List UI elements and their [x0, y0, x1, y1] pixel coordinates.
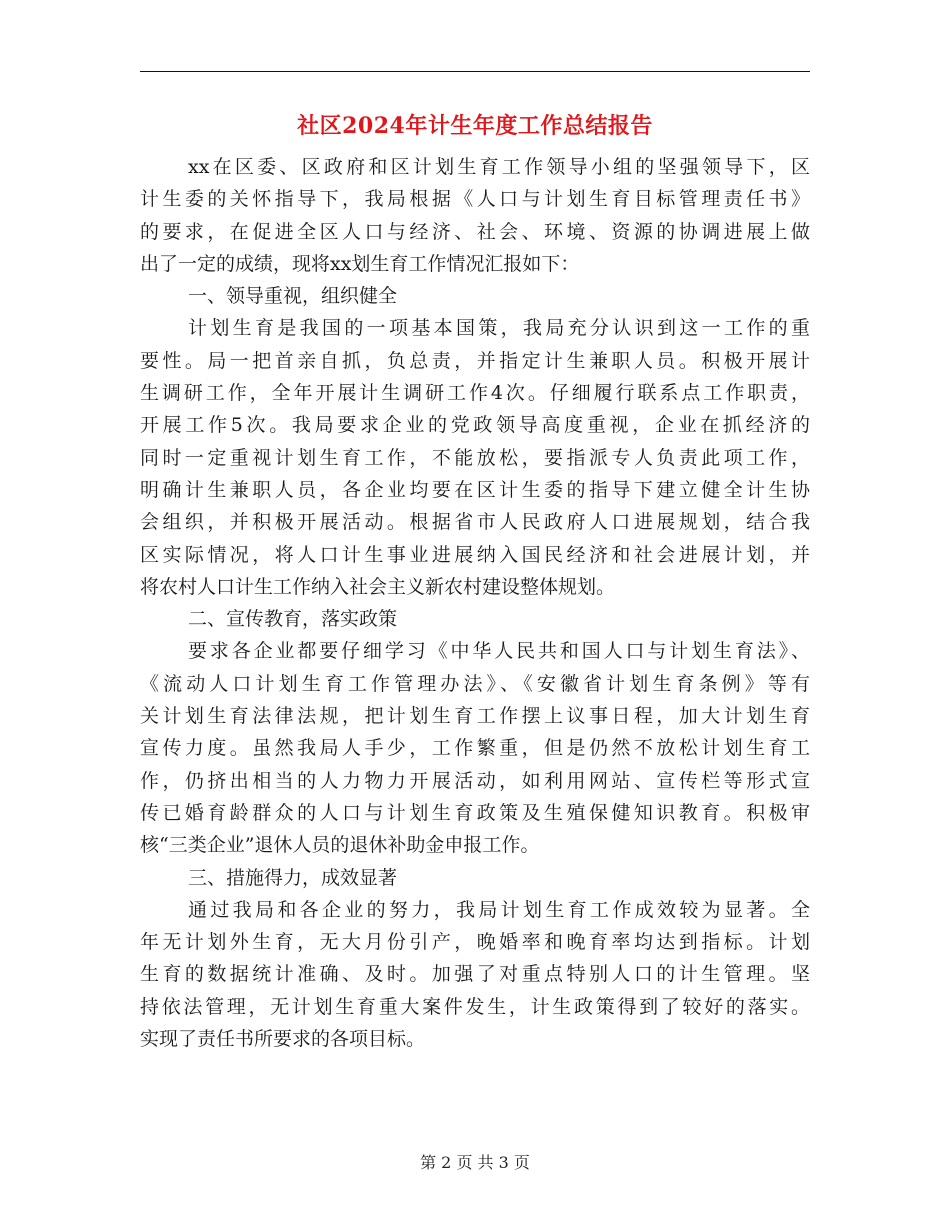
body-line: 实现了责任书所要求的各项目标。	[140, 1028, 426, 1051]
body-line: 开展工作5次。我局要求企业的党政领导高度重视，企业在抓经济的	[140, 414, 810, 437]
body-line: 要求各企业都要仔细学习《中华人民共和国人口与计划生育法》、	[188, 640, 810, 663]
body-line: 出了一定的成绩，现将xx划生育工作情况汇报如下：	[140, 252, 580, 275]
body-line: 计生委的关怀指导下，我局根据《人口与计划生育目标管理责任书》	[140, 188, 810, 211]
body-line: 计划生育是我国的一项基本国策，我局充分认识到这一工作的重	[188, 317, 810, 340]
body-line: xx在区委、区政府和区计划生育工作领导小组的坚强领导下，区	[188, 156, 810, 178]
body-line: 生调研工作，全年开展计生调研工作4次。仔细履行联系点工作职责，	[140, 382, 810, 405]
body-line: 持依法管理，无计划生育重大案件发生，计生政策得到了较好的落实。	[140, 995, 810, 1018]
document-title: 社区2024年计生年度工作总结报告	[297, 113, 653, 139]
body-line: 作，仍挤出相当的人力物力开展活动，如利用网站、宣传栏等形式宣	[140, 769, 810, 792]
header-rule	[140, 71, 810, 72]
body-line: 的要求，在促进全区人口与经济、社会、环境、资源的协调进展上做	[140, 220, 810, 243]
section-heading: 三、措施得力，成效显著	[188, 866, 398, 889]
body-line: 生育的数据统计准确、及时。加强了对重点特别人口的计生管理。坚	[140, 963, 810, 986]
body-line: 将农村人口计生工作纳入社会主义新农村建设整体规划。	[140, 575, 616, 598]
body-line: 宣传力度。虽然我局人手少，工作繁重，但是仍然不放松计划生育工	[140, 737, 810, 760]
section-heading: 二、宣传教育，落实政策	[188, 608, 398, 631]
body-line: 《流动人口计划生育工作管理办法》、《安徽省计划生育条例》等有	[140, 672, 810, 695]
body-line: 年无计划外生育，无大月份引产，晚婚率和晚育率均达到指标。计划	[140, 931, 810, 954]
document-body	[140, 151, 810, 1055]
body-line: 会组织，并积极开展活动。根据省市人民政府人口进展规划，结合我	[140, 511, 810, 534]
section-heading: 一、领导重视，组织健全	[188, 285, 398, 308]
body-line: 区实际情况，将人口计生事业进展纳入国民经济和社会进展计划，并	[140, 543, 810, 566]
body-line: 同时一定重视计划生育工作，不能放松，要指派专人负责此项工作，	[140, 446, 810, 469]
body-line: 通过我局和各企业的努力，我局计划生育工作成效较为显著。全	[188, 898, 810, 921]
page-number: 第 2 页 共 3 页	[420, 1153, 530, 1172]
body-line: 要性。局一把首亲自抓，负总责，并指定计生兼职人员。积极开展计	[140, 349, 810, 372]
body-line: 明确计生兼职人员，各企业均要在区计生委的指导下建立健全计生协	[140, 478, 810, 501]
body-line: 关计划生育法律法规，把计划生育工作摆上议事日程，加大计划生育	[140, 705, 810, 728]
body-line: 核“三类企业”退休人员的退休补助金申报工作。	[140, 834, 540, 857]
body-line: 传已婚育龄群众的人口与计划生育政策及生殖保健知识教育。积极审	[140, 801, 810, 824]
